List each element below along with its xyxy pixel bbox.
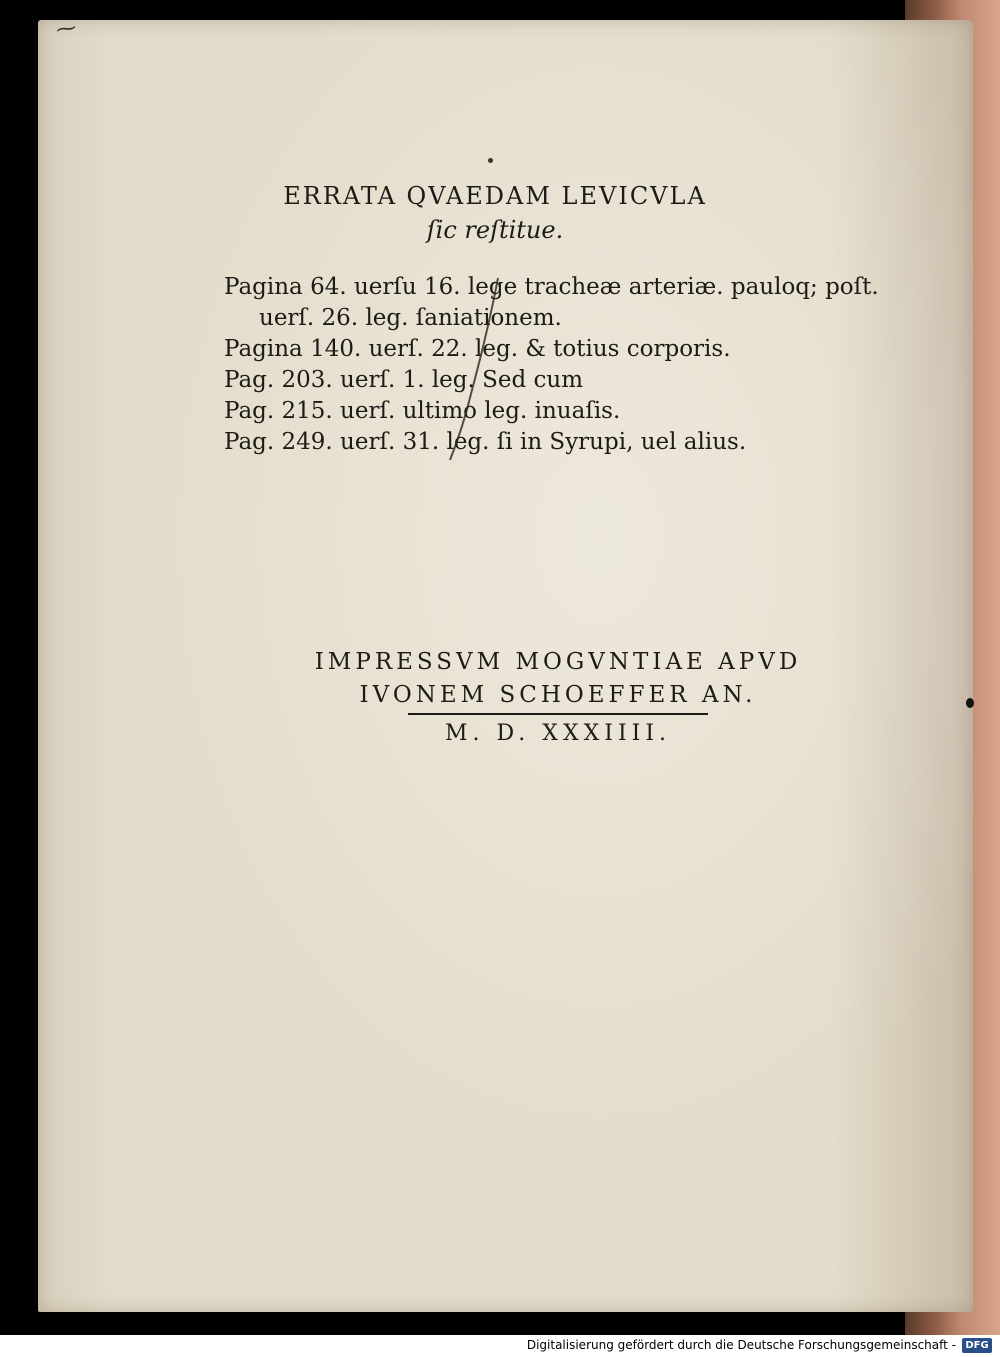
colophon-rule: [408, 713, 708, 715]
colophon-date: M. D. XXXIIII.: [444, 721, 672, 746]
pen-stroke: [420, 270, 520, 470]
errata-subtitle: ſic reſtitue.: [426, 216, 564, 244]
margin-dot: [966, 698, 974, 708]
colophon-line: IMPRESSVM MOGVNTIAE APVD: [314, 649, 802, 675]
errata-entry: Pag. 215. uerſ. ultimo leg. inuaſis.: [224, 398, 621, 424]
footer-bar: [0, 1335, 1000, 1357]
errata-entry: Pagina 64. uerſu 16. lege tracheæ arteriæ. pauloq; poſt.: [224, 274, 879, 300]
errata-title: ERRATA QVAEDAM LEVICVLA: [283, 182, 707, 210]
errata-entry: Pag. 203. uerſ. 1. leg. Sed cum: [224, 367, 584, 393]
colophon-line: IVONEM SCHOEFFER AN.: [359, 682, 757, 708]
errata-entry: Pagina 140. uerſ. 22. leg. & totius corporis.: [224, 336, 731, 362]
colophon: [200, 645, 916, 751]
errata-entry: uerſ. 26. leg. ſaniationem.: [259, 305, 562, 331]
funding-notice: Digitalisierung gefördert durch die Deutsche Forschungsgemeinschaft -: [526, 1338, 956, 1352]
errata-list: [224, 272, 924, 458]
ink-dot: [488, 158, 493, 163]
handwritten-page-mark: ⁓: [54, 14, 78, 42]
dfg-logo-icon: DFG: [962, 1338, 992, 1353]
errata-entry: Pag. 249. uerſ. 31. leg. ſi in Syrupi, uel alius.: [224, 429, 747, 455]
show-through: [160, 70, 920, 1020]
